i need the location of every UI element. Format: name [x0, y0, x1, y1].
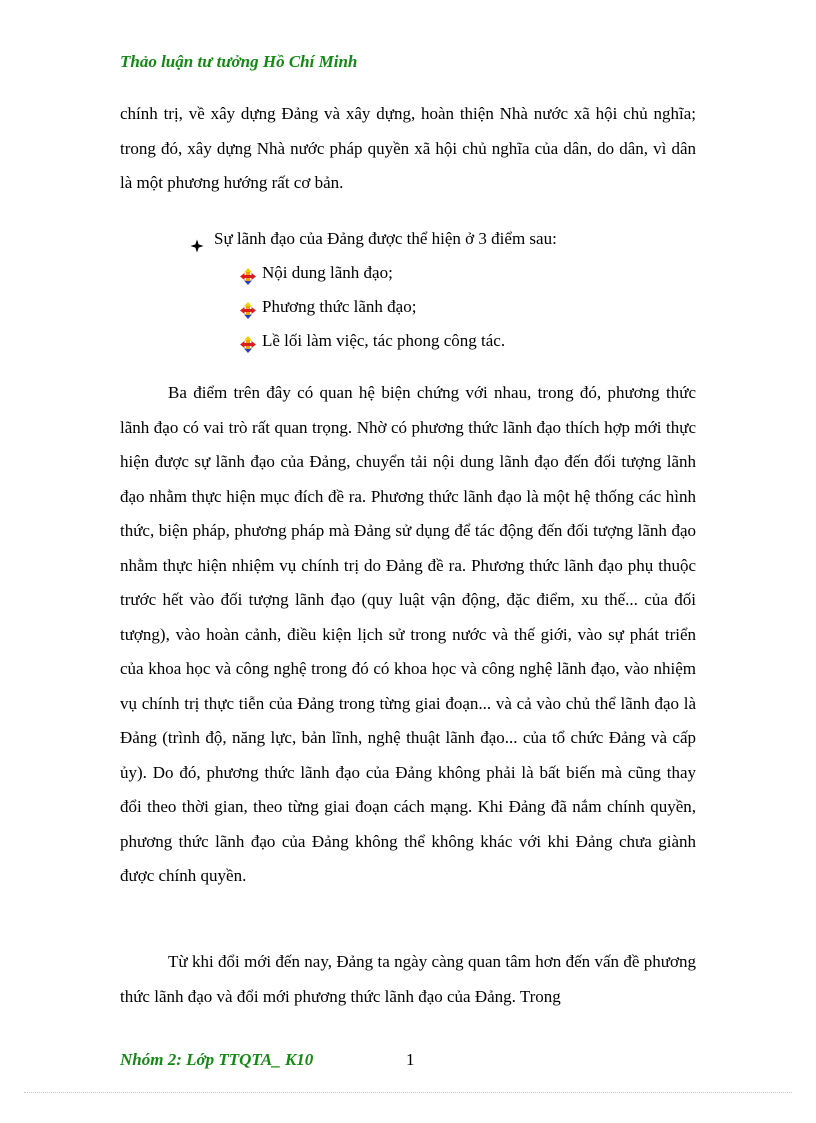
sub-item-text: Nội dung lãnh đạo;: [262, 263, 393, 282]
sub-bullet-list: [190, 256, 557, 358]
sub-item-style: [240, 324, 557, 358]
sub-item-content: [240, 256, 557, 290]
diamond-bullet-icon: [190, 231, 204, 245]
sub-item-text: Phương thức lãnh đạo;: [262, 297, 417, 316]
four-way-arrow-bullet-icon: [240, 331, 256, 348]
header-title: Thảo luận tư tưởng Hồ Chí Minh: [120, 52, 358, 71]
paragraph-3: Từ khi đổi mới đến nay, Đảng ta ngày càng quan tâm hơn đến vấn đề phương thức lãnh đạo và đổi mới phương thức lãnh đạo của Đảng. Trong: [120, 952, 696, 1006]
bullet-main-text: Sự lãnh đạo của Đảng được thể hiện ở 3 điểm sau:: [214, 229, 557, 248]
paragraph-2: Ba điểm trên đây có quan hệ biện chứng với nhau, trong đó, phương thức lãnh đạo có vai trò rất quan trọng. Nhờ có phương thức lãnh đạo thích hợp mới thực hiện được sự lãnh đạo của Đảng, chuyển tải nội dung lãnh đạo đến đối tượng lãnh đạo nhằm thực hiện mục đích đề ra. Phương thức lãnh đạo là một hệ thống các hình thức, biện pháp, phương pháp mà Đảng sử dụng để tác động đến đối tượng lãnh đạo nhằm thực hiện nhiệm vụ chính trị do Đảng đề ra. Phương thức lãnh đạo phụ thuộc trước hết vào đối tượng lãnh đạo (quy luật vận động, đặc điểm, xu thế... của đối tượng), vào hoàn cảnh, điều kiện lịch sử trong nước và thế giới, vào sự phát triển của khoa học và công nghệ trong đó có khoa học và công nghệ lãnh đạo, vào nhiệm vụ chính trị thực tiễn của Đảng trong từng giai đoạn... và cả vào chủ thể lãnh đạo là Đảng (trình độ, năng lực, bản lĩnh, nghệ thuật lãnh đạo... của tổ chức Đảng và cấp ủy). Do đó, phương thức lãnh đạo của Đảng không phải là bất biến mà cũng thay đổi theo thời gian, theo từng giai đoạn cách mạng. Khi Đảng đã nắm chính quyền, phương thức lãnh đạo của Đảng không thể không khác với khi Đảng chưa giành được chính quyền.: [120, 383, 696, 885]
page-number: 1: [406, 1050, 415, 1069]
four-way-arrow-bullet-icon: [240, 297, 256, 314]
bullet-main-item: [190, 222, 557, 256]
bullet-list: [190, 222, 557, 358]
page-bottom-divider: [24, 1092, 792, 1093]
sub-item-method: [240, 290, 557, 324]
sub-item-text: Lề lối làm việc, tác phong công tác.: [262, 331, 506, 350]
four-way-arrow-bullet-icon: [240, 263, 256, 280]
paragraph-1: chính trị, về xây dựng Đảng và xây dựng, hoàn thiện Nhà nước xã hội chủ nghĩa; trong đó, xây dựng Nhà nước pháp quyền xã hội chủ nghĩa của dân, do dân, vì dân là một phương hướng rất cơ bản.: [120, 104, 696, 192]
footer-group-label: Nhóm 2: Lớp TTQTA_ K10: [120, 1050, 314, 1069]
